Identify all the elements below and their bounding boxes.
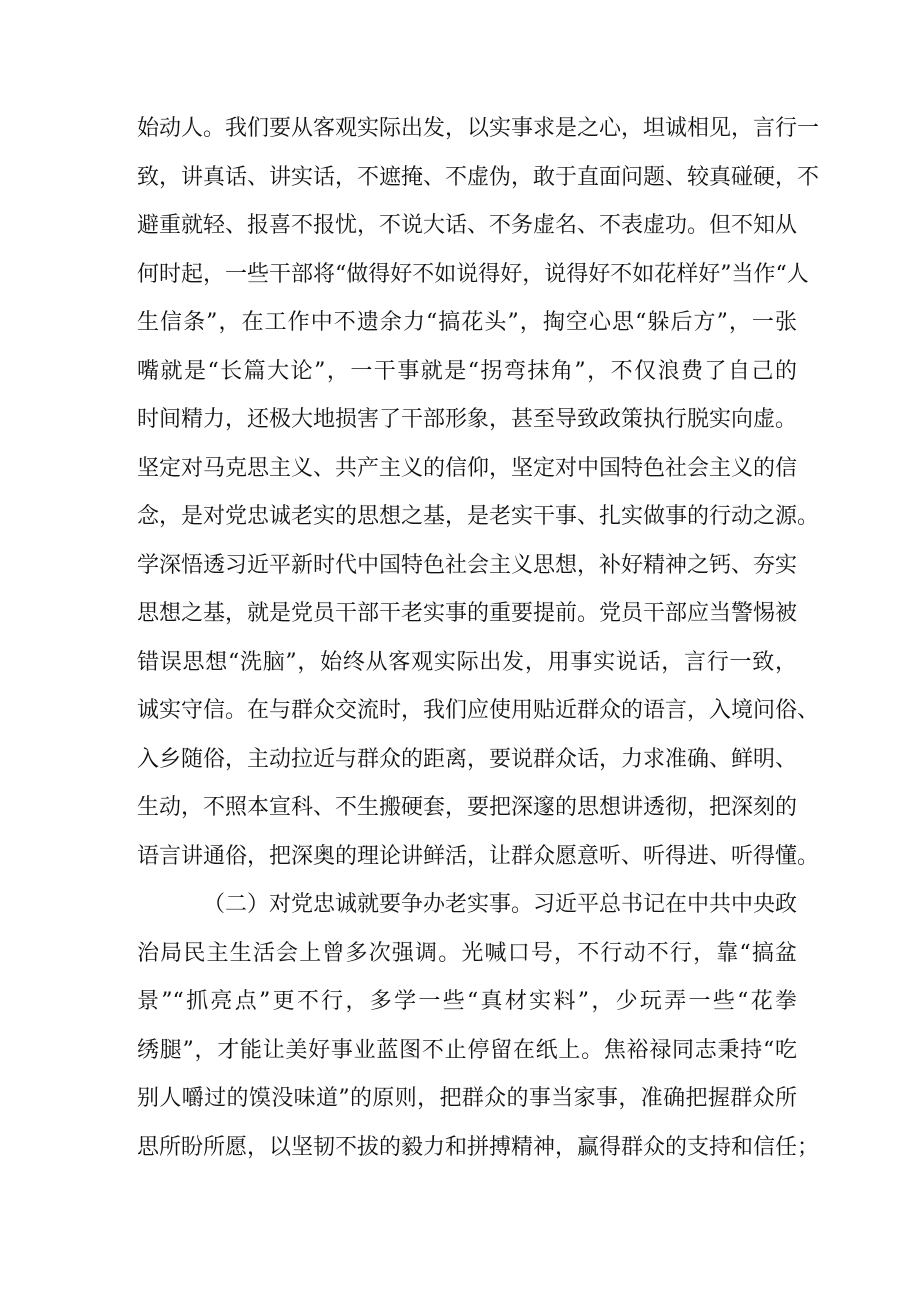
text-line: 诚实守信。在与群众交流时，我们应使用贴近群众的语言，入境问俗、 [137, 698, 820, 723]
text-line: 生信条”，在工作中不遗余力“搞花头”，掏空心思“躲后方”，一张 [137, 310, 797, 335]
text-line: 思想之基，就是党员干部干老实事的重要提前。党员干部应当警惕被 [137, 601, 798, 626]
text-line: 时间精力，还极大地损害了干部形象，甚至导致政策执行脱实向虚。 [137, 407, 798, 432]
text-line: 语言讲通俗，把深奥的理论讲鲜活，让群众愿意听、听得进、听得懂。 [137, 843, 820, 869]
text-line: 思所盼所愿，以坚韧不拔的毅力和拼搏精神，赢得群众的支持和信任； [137, 1134, 820, 1160]
text-line: 生动，不照本宣科、不生搬硬套，要把深邃的思想讲透彻，把深刻的 [137, 795, 798, 820]
text-line: 何时起，一些干部将“做得好不如说得好，说得好不如花样好”当作“人 [137, 261, 809, 287]
text-line: 入乡随俗，主动拉近与群众的距离，要说群众话，力求准确、鲜明、 [137, 746, 798, 772]
text-line: 念，是对党忠诚老实的思想之基，是老实干事、扎实做事的行动之源。 [137, 504, 820, 529]
text-line: 致，讲真话、讲实话，不遮掩、不虚伪，敢于直面问题、较真碰硬，不 [137, 164, 820, 190]
text-line: 治局民主生活会上曾多次强调。光喊口号，不行动不行，靠“搞盆 [137, 940, 797, 966]
text-line: 坚定对马克思主义、共产主义的信仰，坚定对中国特色社会主义的信 [137, 455, 798, 481]
text-line: 错误思想“洗脑”，始终从客观实际出发，用事实说话，言行一致， [137, 649, 797, 675]
text-line: 避重就轻、报喜不报忧，不说大话、不务虚名、不表虚功。但不知从 [137, 213, 798, 238]
text-line: 别人嚼过的馍没味道”的原则，把群众的事当家事，准确把握群众所 [137, 1086, 797, 1111]
section-heading-line: （二）对党忠诚就要争办老实事。习近平总书记在中共中央政 [203, 892, 798, 917]
text-line: 学深悟透习近平新时代中国特色社会主义思想，补好精神之钙、夯实 [137, 552, 798, 578]
text-line: 绣腿”，才能让美好事业蓝图不止停留在纸上。焦裕禄同志秉持“吃 [137, 1037, 797, 1063]
text-line: 景”“抓亮点”更不行，多学一些“真材实料”，少玩弄一些“花拳 [137, 989, 797, 1014]
body-text [137, 105, 820, 1172]
text-line: 始动人。我们要从客观实际出发，以实事求是之心，坦诚相见，言行一 [137, 116, 820, 141]
text-line: 嘴就是“长篇大论”，一干事就是“拐弯抹角”，不仅浪费了自己的 [137, 358, 797, 384]
